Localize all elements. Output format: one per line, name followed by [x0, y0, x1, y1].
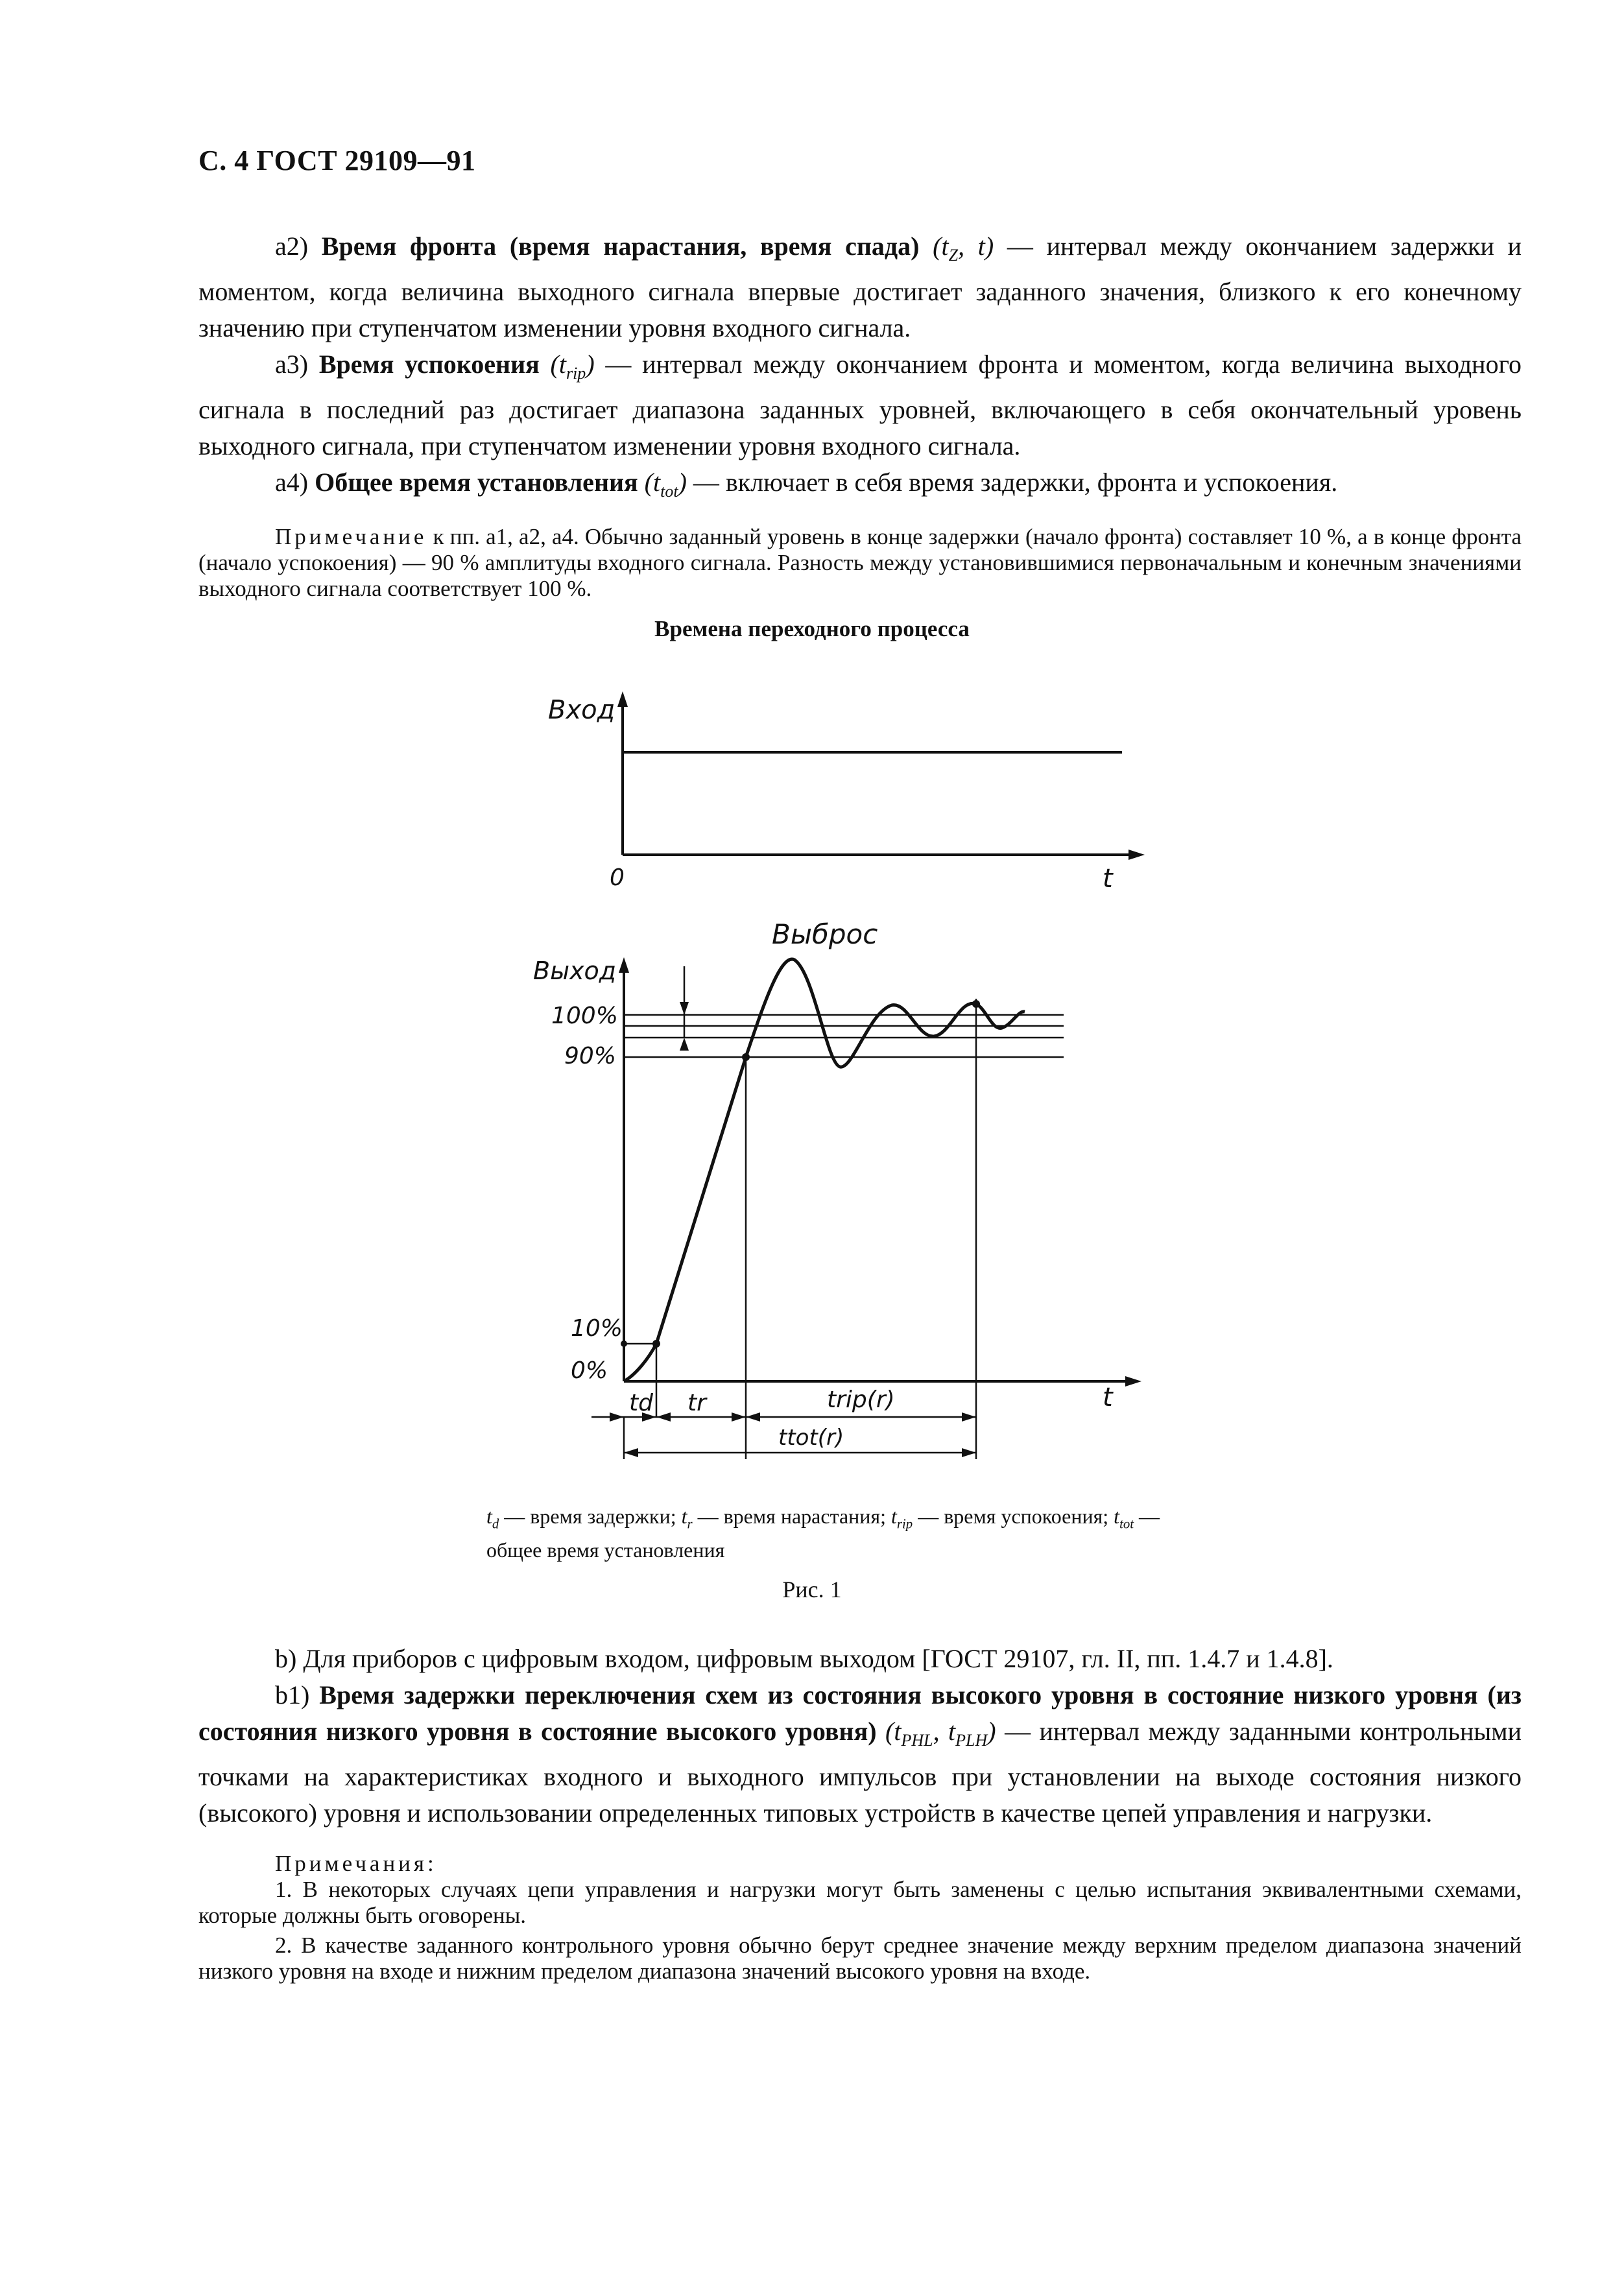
output-x-arrow — [1125, 1376, 1141, 1387]
note-item-1: 1. В некоторых случаях цепи управления и нагрузки могут быть заменены с целью испытания эквивалентными схемами, которые должны быть оговорены. — [198, 1877, 1522, 1928]
input-x-arrow — [1128, 850, 1145, 860]
notes-heading: Примечания: — [275, 1851, 437, 1876]
trip-label: trip(r) — [827, 1387, 895, 1413]
point-settle — [972, 1000, 980, 1008]
level-100-label: 100% — [551, 1003, 618, 1029]
level-90-label: 90% — [564, 1043, 617, 1069]
note-item-2: 2. В качестве заданного контрольного уровня обычно берут среднее значение между верхним пределом диапазона значений низкого уровня на входе и нижним пределом диапазона значений высокого уровня на входе. — [198, 1933, 1522, 1984]
point-10 — [652, 1340, 660, 1348]
td-arrow-left — [610, 1412, 624, 1422]
point-90 — [742, 1053, 750, 1061]
tr-label: tr — [687, 1390, 706, 1416]
ttot-label: ttot(r) — [778, 1425, 844, 1451]
trip-arrow-right — [962, 1412, 976, 1422]
ttot-arrow-right — [962, 1448, 976, 1457]
input-label: Вход — [548, 695, 615, 725]
t-label-bottom: t — [1103, 1383, 1113, 1412]
note-a1-a4: Примечание к пп. а1, а2, а4. Обычно заданный уровень в конце задержки (начало фронта) составляет 10 %, а в конце фронта (начало успокоения) — 90 % амплитуды входного сигнала. Разность между установившимися первоначальным и конечным значениями выходного сигнала соответствует 100 %. — [198, 524, 1522, 601]
tr-arrow-left — [656, 1412, 671, 1422]
ttot-arrow-left — [624, 1448, 638, 1457]
figure-caption: $t_d$ — время задержки; $t_r$ — время нарастания; $t_{rip}$ — время успокоения; $t_{tot}$ — общее время установления — [486, 1505, 1160, 1562]
digital-section — [198, 1641, 1522, 1984]
output-label: Выход — [533, 957, 617, 985]
tr-arrow-right — [732, 1412, 746, 1422]
figure-number: Рис. 1 — [782, 1577, 842, 1602]
page-header: С. 4 ГОСТ 29109—91 — [198, 145, 476, 176]
input-y-arrow — [617, 691, 628, 707]
level-0-label: 0% — [571, 1357, 608, 1384]
paragraph-a3: а3) Время успокоения $(t_{rip})$ — интервал между окончанием фронта и моментом, когда величина выходного сигнала в последний раз достигает диапазона заданных уровней, включающего в себя окончательный уровень выходного сигнала, при ступенчатом изменении уровня входного сигнала. — [198, 350, 1522, 460]
band-arrow-top — [680, 1002, 689, 1015]
level-10-label: 10% — [571, 1315, 623, 1342]
t-label-top: t — [1103, 864, 1113, 894]
overshoot-label: Выброс — [772, 918, 878, 950]
output-y-arrow — [619, 957, 629, 973]
td-label: td — [629, 1390, 653, 1416]
paragraph-a4: а4) Общее время установления $(t_{tot})$ — включает в себя время задержки, фронта и успокоения. — [275, 468, 1338, 501]
band-arrow-bottom — [680, 1038, 689, 1051]
paragraph-b1: b1) Время задержки переключения схем из состояния высокого уровня в состояние низкого уровня (из состояния низкого уровня в состояние высокого уровня) ($t_{PHL}$, $t_{PLH}$) — интервал между заданными контрольными точками на характеристиках входного и выходного импульсов при установлении на выходе состояния низкого (высокого) уровня и использовании определенных типовых устройств в качестве цепей управления и нагрузки. — [198, 1680, 1522, 1828]
trip-arrow-left — [746, 1412, 760, 1422]
paragraph-a2: а2) Время фронта (время нарастания, время спада) ($t_Z$, t) — интервал между окончанием задержки и моментом, когда величина выходного сигнала впервые достигает заданного значения, близкого к его конечному значению при ступенчатом изменении уровня входного сигнала. — [198, 232, 1522, 342]
origin-label: 0 — [610, 864, 625, 891]
figure-title: Времена переходного процесса — [654, 616, 970, 641]
paragraph-b: b) Для приборов с цифровым входом, цифровым выходом [ГОСТ 29107, гл. II, пп. 1.4.7 и 1.4.8]. — [275, 1644, 1333, 1673]
